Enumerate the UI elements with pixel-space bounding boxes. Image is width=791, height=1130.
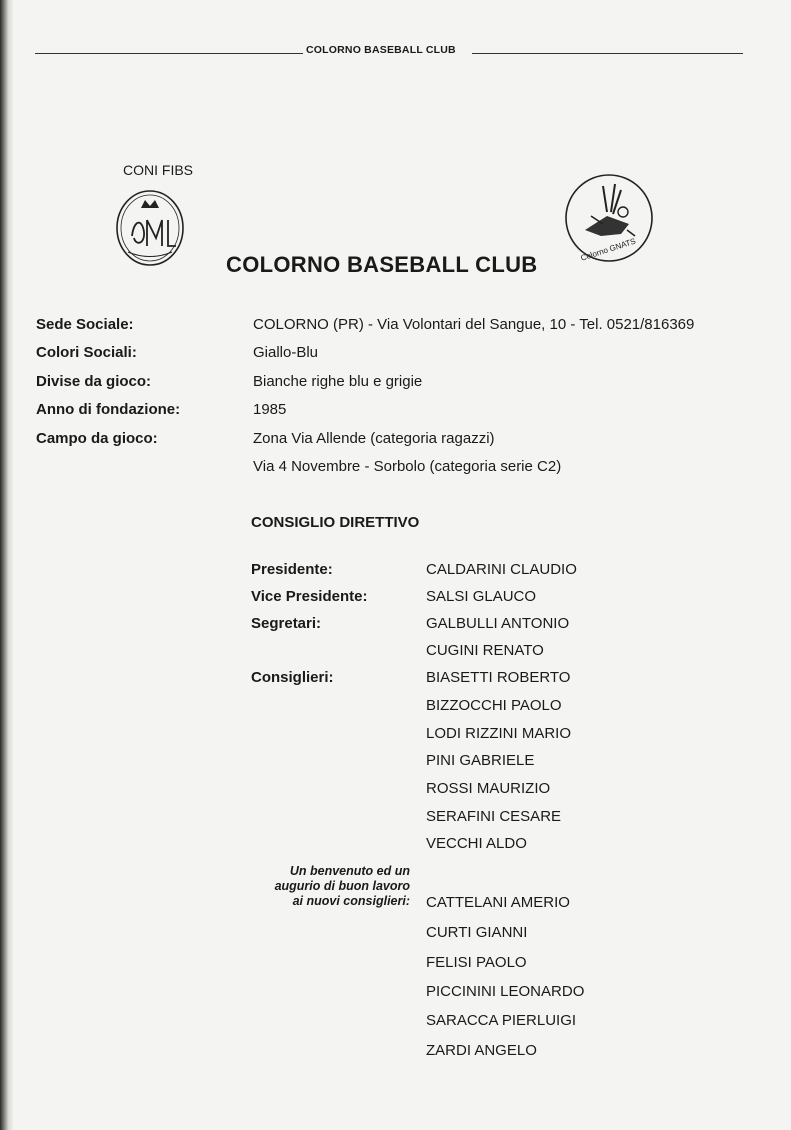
member-name: CALDARINI CLAUDIO (426, 561, 577, 578)
colorno-gnats-logo-icon (563, 172, 655, 264)
info-label-divise: Divise da gioco: (36, 373, 152, 390)
gnats-logo-text: Colorno GNATS (579, 236, 637, 263)
member-name: VECCHI ALDO (426, 835, 527, 852)
welcome-line: Un benvenuto ed un (289, 864, 410, 878)
role-presidente: Presidente: (251, 561, 333, 578)
new-member-name: CATTELANI AMERIO (426, 894, 570, 911)
member-name: PINI GABRIELE (426, 752, 535, 769)
welcome-line: augurio di buon lavoro (274, 879, 410, 893)
welcome-note (275, 864, 410, 909)
info-value-campo-2: Via 4 Novembre - Sorbolo (categoria serie C2) (253, 458, 562, 475)
new-member-name: PICCININI LEONARDO (426, 983, 585, 1000)
running-header: COLORNO BASEBALL CLUB (306, 44, 456, 56)
member-name: BIZZOCCHI PAOLO (426, 697, 562, 714)
coni-fibs-seal-icon (114, 186, 186, 268)
coni-fibs-label: CONI FIBS (123, 162, 194, 178)
club-title: COLORNO BASEBALL CLUB (226, 252, 538, 277)
header-rule-right (472, 53, 743, 54)
info-value-anno: 1985 (253, 401, 287, 418)
member-name: LODI RIZZINI MARIO (426, 725, 572, 742)
welcome-line: ai nuovi consiglieri: (292, 894, 410, 908)
info-value-divise: Bianche righe blu e grigie (253, 373, 423, 390)
page-edge-shadow (0, 0, 14, 1130)
new-member-name: ZARDI ANGELO (426, 1042, 537, 1059)
role-segretari: Segretari: (251, 615, 322, 632)
info-label-colori: Colori Sociali: (36, 344, 137, 361)
member-name: SERAFINI CESARE (426, 808, 562, 825)
info-value-sede: COLORNO (PR) - Via Volontari del Sangue, 10 - Tel. 0521/816369 (253, 316, 695, 333)
member-name: ROSSI MAURIZIO (426, 780, 551, 797)
role-consiglieri: Consiglieri: (251, 669, 334, 686)
member-name: CUGINI RENATO (426, 642, 544, 659)
info-label-sede: Sede Sociale: (36, 316, 134, 333)
info-value-colori: Giallo-Blu (253, 344, 319, 361)
info-value-campo: Zona Via Allende (categoria ragazzi) (253, 430, 495, 447)
new-member-name: CURTI GIANNI (426, 924, 528, 941)
member-name: SALSI GLAUCO (426, 588, 537, 605)
new-member-name: FELISI PAOLO (426, 954, 527, 971)
council-title: CONSIGLIO DIRETTIVO (251, 514, 420, 531)
member-name: BIASETTI ROBERTO (426, 669, 571, 686)
info-label-anno: Anno di fondazione: (36, 401, 181, 418)
new-member-name: SARACCA PIERLUIGI (426, 1012, 577, 1029)
role-vice-presidente: Vice Presidente: (251, 588, 368, 605)
header-rule-left (35, 53, 303, 54)
info-label-campo: Campo da gioco: (36, 430, 158, 447)
member-name: GALBULLI ANTONIO (426, 615, 570, 632)
